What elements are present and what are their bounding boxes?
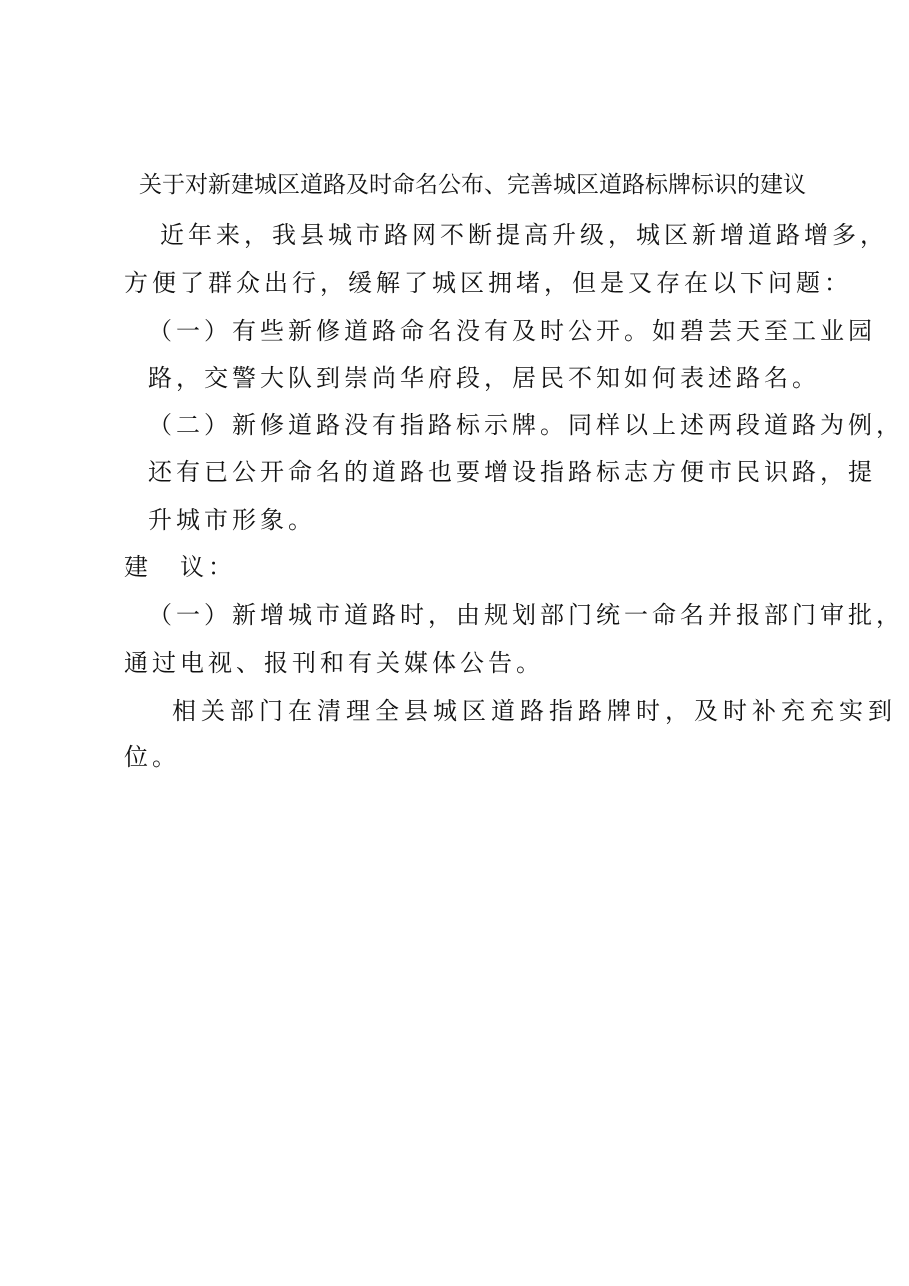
suggestion-two-line: 相关部门在清理全县城区道路指路牌时，及时补充充实到 <box>172 697 897 725</box>
suggestion-one-line: 通过电视、报刊和有关媒体公告。 <box>124 649 544 677</box>
document-title: 关于对新建城区道路及时命名公布、完善城区道路标牌标识的建议 <box>139 172 806 198</box>
suggestion-one-line: （一）新增城市道路时，由规划部门统一命名并报部门审批， <box>148 601 904 629</box>
issue-two-line: （二）新修道路没有指路标示牌。同样以上述两段道路为例， <box>148 411 904 439</box>
paragraph-line: 方便了群众出行，缓解了城区拥堵，但是又存在以下问题： <box>124 269 852 297</box>
paragraph-line: 近年来，我县城市路网不断提高升级，城区新增道路增多， <box>160 221 888 249</box>
issue-one-line: （一）有些新修道路命名没有及时公开。如碧芸天至工业园 <box>148 317 876 345</box>
issue-two-line: 还有已公开命名的道路也要增设指路标志方便市民识路，提 <box>148 458 876 486</box>
issue-one-line: 路，交警大队到崇尚华府段，居民不知如何表述路名。 <box>148 364 820 392</box>
suggestion-two-line: 位。 <box>124 743 180 771</box>
suggestion-heading: 建 议： <box>124 553 236 581</box>
issue-two-line: 升城市形象。 <box>148 506 316 534</box>
